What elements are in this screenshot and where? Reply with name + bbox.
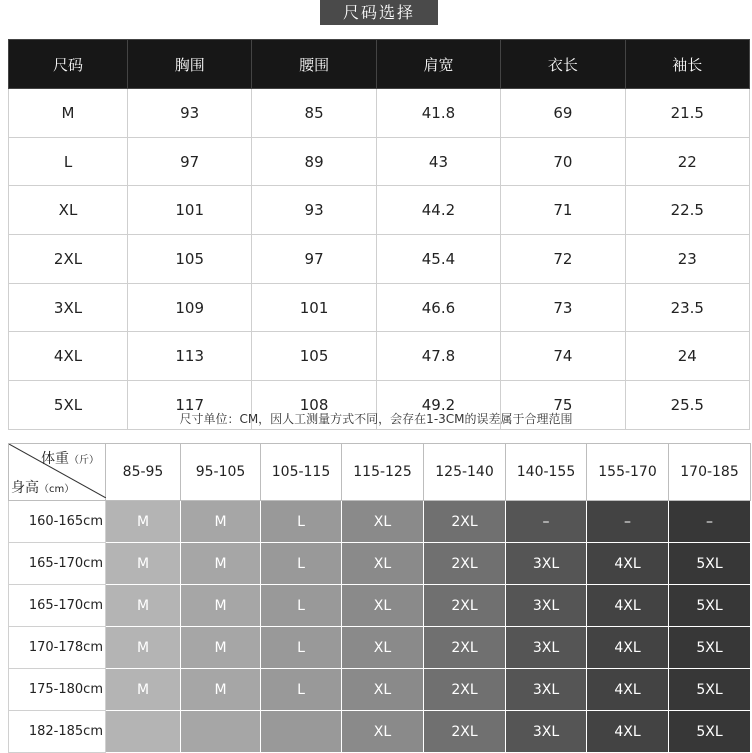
recommended-size-cell: 4XL xyxy=(587,711,669,753)
recommended-size-cell: XL xyxy=(342,669,424,711)
recommended-size-cell: 2XL xyxy=(424,711,506,753)
weight-height-table xyxy=(8,443,751,753)
weight-range-header: 155-170 xyxy=(587,444,669,501)
cell-shoulder: 45.4 xyxy=(376,235,500,284)
height-range-label: 165-170cm xyxy=(9,543,106,585)
weight-range-header: 85-95 xyxy=(106,444,181,501)
size-chart-table xyxy=(8,39,750,430)
height-label: 身高 xyxy=(11,480,39,496)
recommended-size-cell: XL xyxy=(342,711,424,753)
recommended-size-cell: 2XL xyxy=(424,501,506,543)
cell-size: M xyxy=(9,89,128,138)
height-range-label: 160-165cm xyxy=(9,501,106,543)
weight-range-header: 105-115 xyxy=(261,444,342,501)
cell-size: XL xyxy=(9,186,128,235)
cell-sleeve: 25.5 xyxy=(625,381,749,430)
weight-range-header: 170-185 xyxy=(669,444,751,501)
weight-range-header: 140-155 xyxy=(506,444,587,501)
recommended-size-cell: 2XL xyxy=(424,543,506,585)
cell-sleeve: 23 xyxy=(625,235,749,284)
cell-shoulder: 44.2 xyxy=(376,186,500,235)
weight-unit: （斤） xyxy=(69,455,99,466)
recommended-size-cell: L xyxy=(261,501,342,543)
recommended-size-cell: 4XL xyxy=(587,627,669,669)
cell-shoulder: 49.2 xyxy=(376,381,500,430)
height-row xyxy=(9,585,751,627)
recommended-size-cell: 5XL xyxy=(669,585,751,627)
cell-size: 3XL xyxy=(9,283,128,332)
recommended-size-cell: M xyxy=(106,669,181,711)
cell-size: 2XL xyxy=(9,235,128,284)
cell-length: 69 xyxy=(501,89,625,138)
page-title: 尺码选择 xyxy=(320,0,438,25)
cell-chest: 113 xyxy=(128,332,252,381)
cell-chest: 109 xyxy=(128,283,252,332)
cell-sleeve: 22 xyxy=(625,137,749,186)
recommended-size-cell: – xyxy=(669,501,751,543)
recommended-size-cell: XL xyxy=(342,501,424,543)
size-row xyxy=(9,332,750,381)
cell-shoulder: 46.6 xyxy=(376,283,500,332)
recommended-size-cell: 4XL xyxy=(587,585,669,627)
weight-header-row xyxy=(9,444,751,501)
weight-range-header: 115-125 xyxy=(342,444,424,501)
header-chest: 胸围 xyxy=(128,40,252,89)
recommended-size-cell: 5XL xyxy=(669,627,751,669)
recommended-size-cell: 3XL xyxy=(506,543,587,585)
recommended-size-cell: 4XL xyxy=(587,669,669,711)
cell-waist: 101 xyxy=(252,283,376,332)
measurement-note: 尺寸单位：CM，因人工测量方式不同，会存在1-3CM的误差属于合理范围 xyxy=(179,412,573,426)
cell-length: 71 xyxy=(501,186,625,235)
corner-cell xyxy=(9,444,106,501)
recommended-size-cell: M xyxy=(106,585,181,627)
height-row xyxy=(9,627,751,669)
cell-size: L xyxy=(9,137,128,186)
recommended-size-cell: L xyxy=(261,585,342,627)
cell-size: 4XL xyxy=(9,332,128,381)
recommended-size-cell: 3XL xyxy=(506,669,587,711)
recommended-size-cell: 3XL xyxy=(506,711,587,753)
height-row xyxy=(9,669,751,711)
recommended-size-cell: – xyxy=(587,501,669,543)
recommended-size-cell: 5XL xyxy=(669,543,751,585)
cell-length: 72 xyxy=(501,235,625,284)
recommended-size-cell: L xyxy=(261,543,342,585)
weight-range-header: 125-140 xyxy=(424,444,506,501)
recommended-size-cell: M xyxy=(106,627,181,669)
recommended-size-cell: L xyxy=(261,669,342,711)
cell-sleeve: 24 xyxy=(625,332,749,381)
recommended-size-cell: XL xyxy=(342,543,424,585)
recommended-size-cell: M xyxy=(181,501,261,543)
recommended-size-cell: M xyxy=(106,501,181,543)
cell-sleeve: 23.5 xyxy=(625,283,749,332)
recommended-size-cell: 5XL xyxy=(669,711,751,753)
size-row xyxy=(9,137,750,186)
cell-length: 74 xyxy=(501,332,625,381)
height-row xyxy=(9,711,751,753)
recommended-size-cell: 3XL xyxy=(506,585,587,627)
cell-chest: 117 xyxy=(128,381,252,430)
cell-chest: 97 xyxy=(128,137,252,186)
recommended-size-cell xyxy=(106,711,181,753)
cell-size: 5XL xyxy=(9,381,128,430)
weight-label: 体重 xyxy=(41,451,69,467)
cell-shoulder: 47.8 xyxy=(376,332,500,381)
recommended-size-cell: 2XL xyxy=(424,669,506,711)
recommended-size-cell: M xyxy=(181,543,261,585)
recommended-size-cell: M xyxy=(106,543,181,585)
recommended-size-cell: – xyxy=(506,501,587,543)
cell-shoulder: 41.8 xyxy=(376,89,500,138)
cell-waist: 108 xyxy=(252,381,376,430)
height-axis-label xyxy=(11,477,74,497)
recommended-size-cell: M xyxy=(181,627,261,669)
recommended-size-cell: 2XL xyxy=(424,585,506,627)
recommended-size-cell xyxy=(261,711,342,753)
recommended-size-cell: 3XL xyxy=(506,627,587,669)
cell-length: 73 xyxy=(501,283,625,332)
cell-shoulder: 43 xyxy=(376,137,500,186)
height-row xyxy=(9,543,751,585)
recommended-size-cell: 4XL xyxy=(587,543,669,585)
cell-waist: 93 xyxy=(252,186,376,235)
cell-length: 75 xyxy=(501,381,625,430)
weight-range-header: 95-105 xyxy=(181,444,261,501)
size-chart-header-row xyxy=(9,40,750,89)
cell-chest: 101 xyxy=(128,186,252,235)
recommended-size-cell: L xyxy=(261,627,342,669)
header-sleeve: 袖长 xyxy=(625,40,749,89)
height-row xyxy=(9,501,751,543)
size-row xyxy=(9,186,750,235)
header-waist: 腰围 xyxy=(252,40,376,89)
cell-waist: 89 xyxy=(252,137,376,186)
cell-waist: 97 xyxy=(252,235,376,284)
cell-chest: 93 xyxy=(128,89,252,138)
recommended-size-cell: M xyxy=(181,669,261,711)
recommended-size-cell: XL xyxy=(342,627,424,669)
cell-length: 70 xyxy=(501,137,625,186)
height-range-label: 165-170cm xyxy=(9,585,106,627)
recommended-size-cell: 2XL xyxy=(424,627,506,669)
recommended-size-cell: 5XL xyxy=(669,669,751,711)
size-row xyxy=(9,235,750,284)
cell-sleeve: 21.5 xyxy=(625,89,749,138)
height-range-label: 182-185cm xyxy=(9,711,106,753)
header-size: 尺码 xyxy=(9,40,128,89)
size-row xyxy=(9,283,750,332)
header-length: 衣长 xyxy=(501,40,625,89)
recommended-size-cell xyxy=(181,711,261,753)
height-unit: （cm） xyxy=(39,484,75,495)
height-range-label: 170-178cm xyxy=(9,627,106,669)
recommended-size-cell: M xyxy=(181,585,261,627)
header-shoulder: 肩宽 xyxy=(376,40,500,89)
cell-chest: 105 xyxy=(128,235,252,284)
cell-waist: 85 xyxy=(252,89,376,138)
recommended-size-cell: XL xyxy=(342,585,424,627)
height-range-label: 175-180cm xyxy=(9,669,106,711)
size-row xyxy=(9,89,750,138)
cell-waist: 105 xyxy=(252,332,376,381)
cell-sleeve: 22.5 xyxy=(625,186,749,235)
weight-axis-label xyxy=(41,448,99,468)
